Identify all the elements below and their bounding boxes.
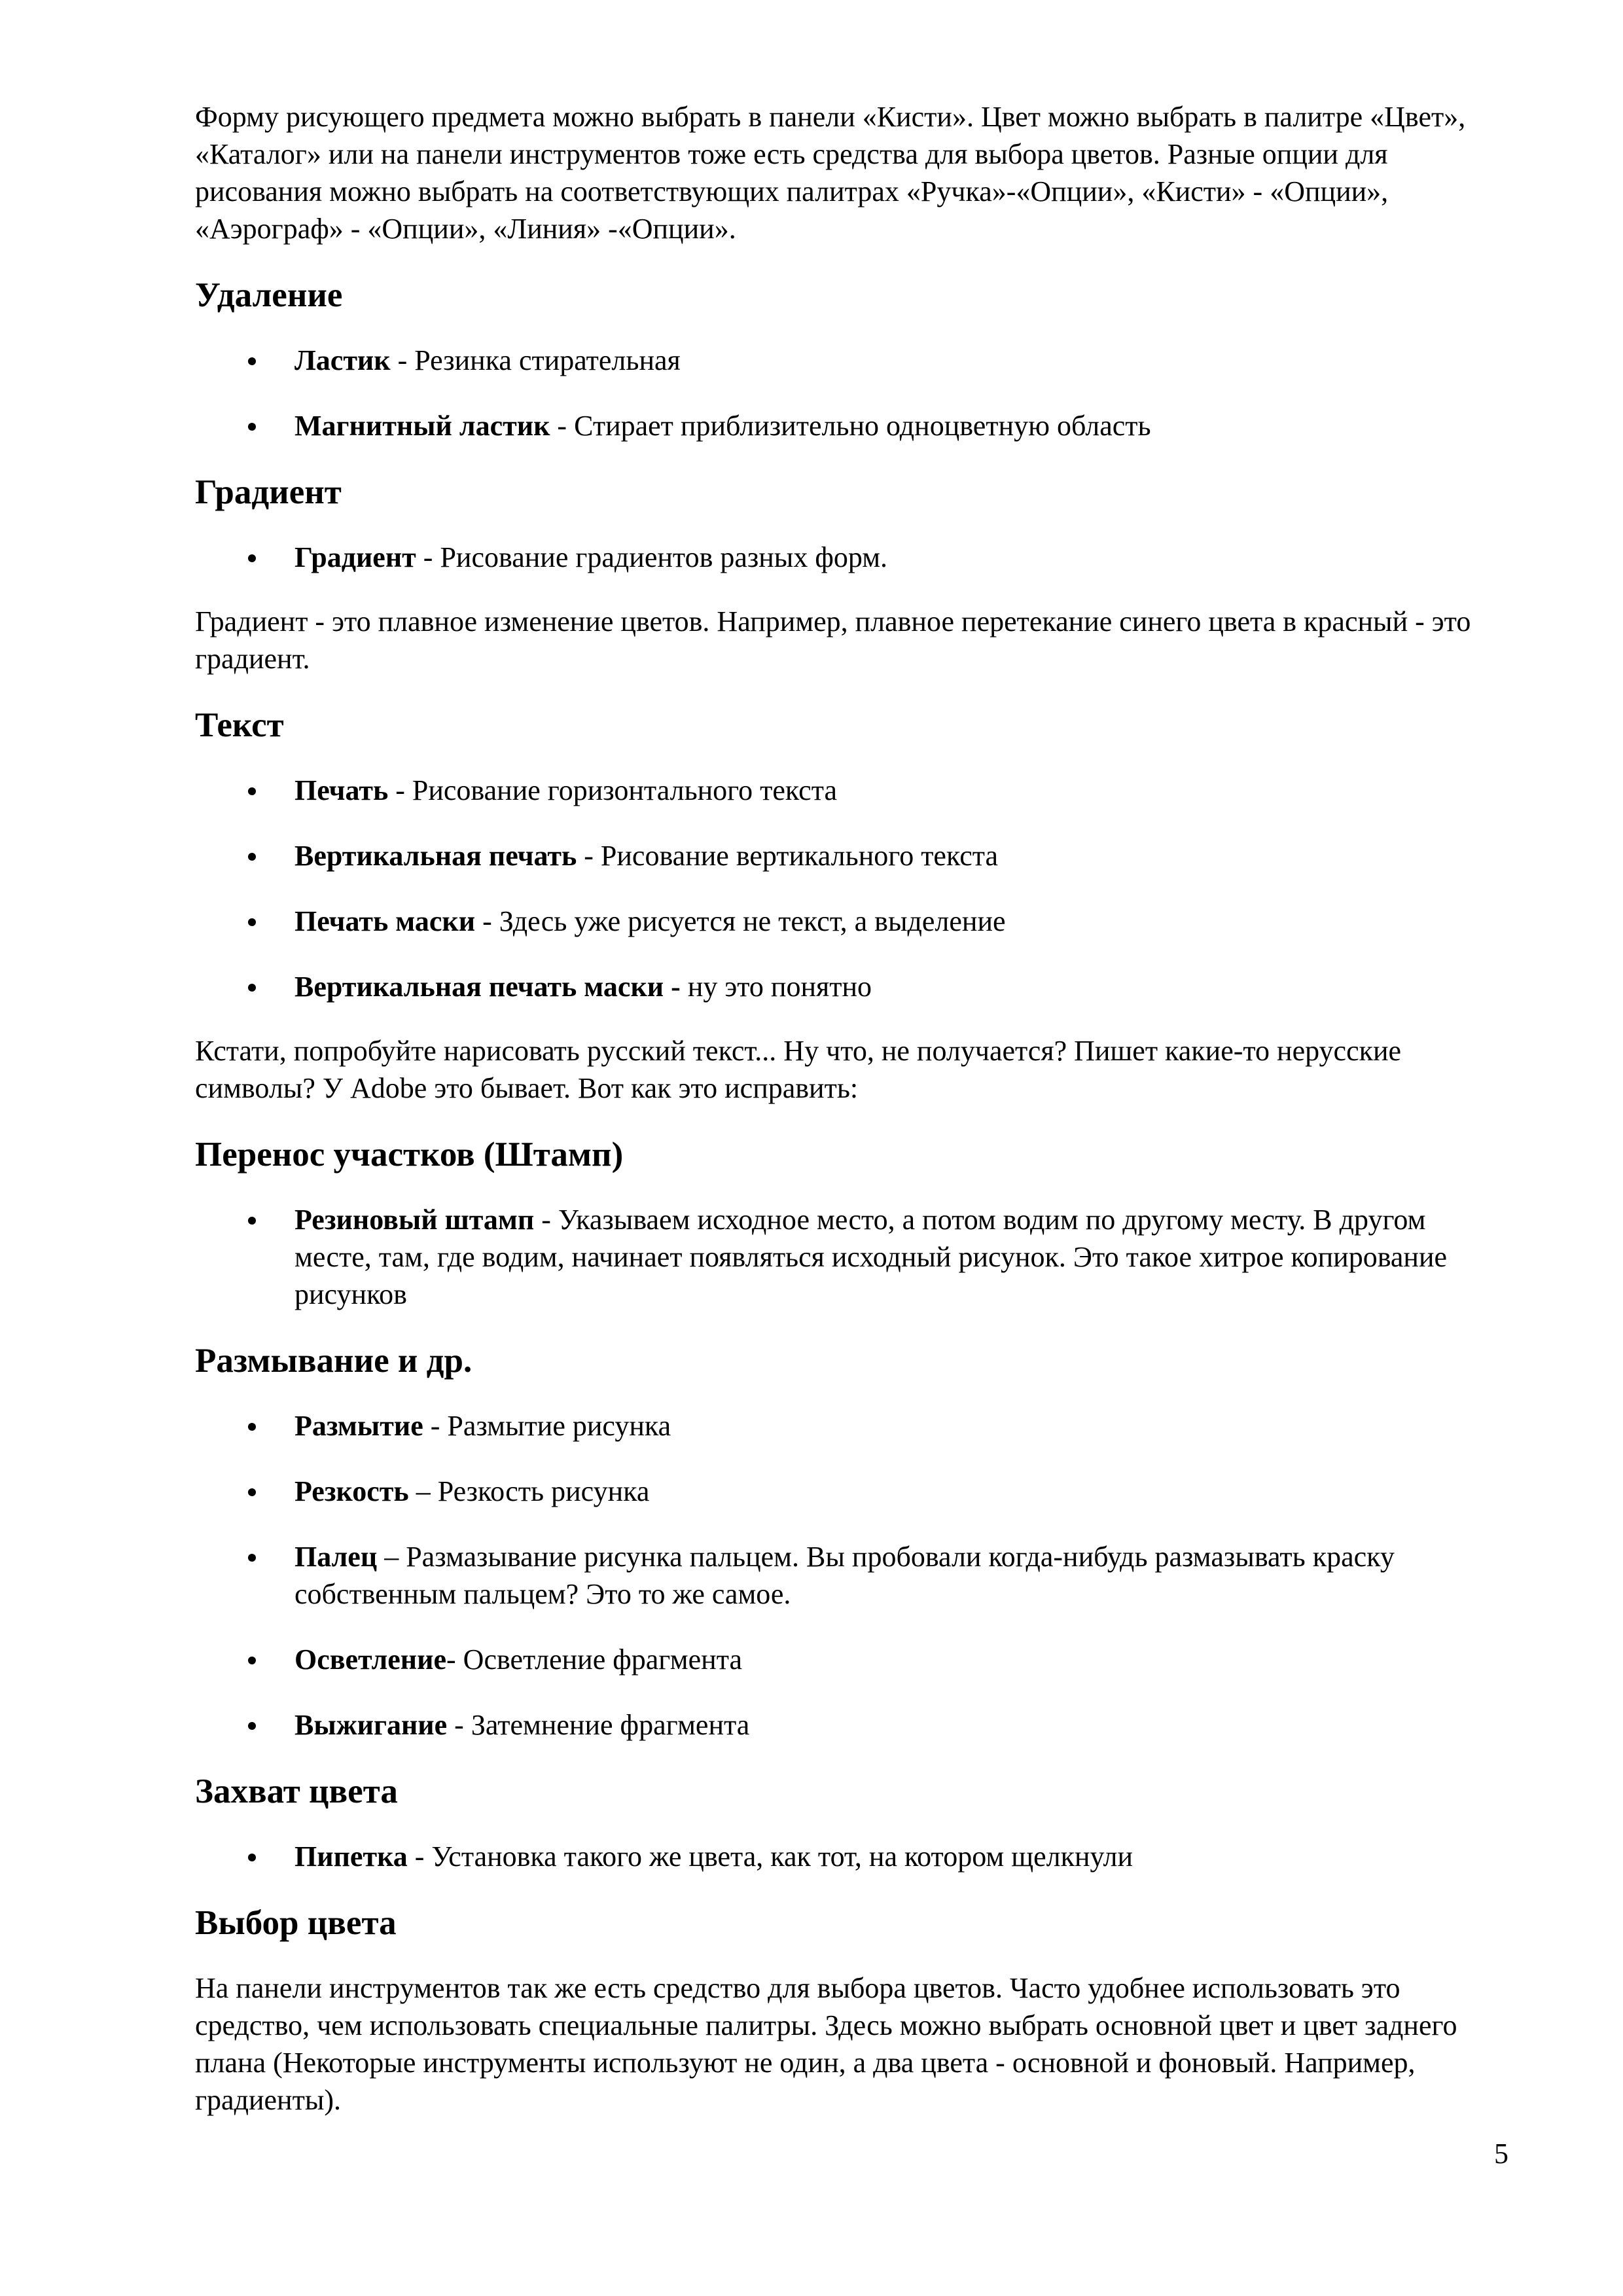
item-desc: - Указываем исходное место, а потом водим по другому месту. В другом месте, там, где водим, начинает появляться исходный рисунок. Это такое хитрое копирование рисунков xyxy=(294,1204,1448,1310)
list-item xyxy=(195,342,1497,379)
heading-picker: Захват цвета xyxy=(195,1772,398,1810)
bullet-icon xyxy=(248,918,256,926)
heading-stamp: Перенос участков (Штамп) xyxy=(195,1136,624,1174)
color-choice-note: На панели инструментов так же есть средство для выбора цветов. Часто удобнее использовать это средство, чем использовать специальные палитры. Здесь можно выбрать основной цвет и цвет заднего плана (Некоторые инструменты используют не один, а два цвета - основной и фоновый. Например, градиенты). xyxy=(195,1972,1457,2116)
heading-text: Текст xyxy=(195,706,284,744)
item-term: Градиент xyxy=(294,541,416,573)
item-desc: – Размазывание рисунка пальцем. Вы пробовали когда-нибудь размазывать краску собственным пальцем? Это то же самое. xyxy=(294,1541,1395,1610)
list-item xyxy=(195,1838,1497,1875)
item-term: Выжигание xyxy=(294,1709,448,1741)
list-item xyxy=(195,1641,1497,1678)
item-desc: - Установка такого же цвета, как тот, на котором щелкнули xyxy=(407,1840,1133,1873)
picker-list xyxy=(195,1838,1497,1875)
item-desc: - Рисование вертикального текста xyxy=(577,840,999,872)
item-desc: - Осветление фрагмента xyxy=(446,1643,742,1676)
list-item xyxy=(195,968,1497,1005)
list-item xyxy=(195,1407,1497,1444)
heading-blur: Размывание и др. xyxy=(195,1342,473,1380)
item-desc: - Здесь уже рисуется не текст, а выделение xyxy=(475,905,1006,937)
page-content xyxy=(195,98,1497,2119)
heading-gradient: Градиент xyxy=(195,473,342,511)
item-term: Резиновый штамп xyxy=(294,1204,535,1236)
list-item xyxy=(195,837,1497,874)
text-list xyxy=(195,772,1497,1005)
item-desc: ну это понятно xyxy=(680,971,872,1003)
item-term: Пипетка xyxy=(294,1840,408,1873)
heading-color-choice: Выбор цвета xyxy=(195,1904,397,1942)
list-item xyxy=(195,1538,1497,1613)
page-number: 5 xyxy=(1494,2138,1508,2170)
bullet-icon xyxy=(248,1554,256,1562)
bullet-icon xyxy=(248,357,256,365)
bullet-icon xyxy=(248,423,256,431)
list-item xyxy=(195,1201,1497,1313)
bullet-icon xyxy=(248,853,256,861)
item-term: Резкость xyxy=(294,1475,409,1507)
bullet-icon xyxy=(248,787,256,795)
list-item xyxy=(195,1706,1497,1744)
item-desc: - Размытие рисунка xyxy=(423,1410,671,1442)
bullet-icon xyxy=(248,554,256,562)
item-desc: - Стирает приблизительно одноцветную область xyxy=(550,410,1151,442)
intro-paragraph: Форму рисующего предмета можно выбрать в панели «Кисти». Цвет можно выбрать в палитре «Цвет», «Каталог» или на панели инструментов тоже есть средства для выбора цветов. Разные опции для рисования можно выбрать на соответствующих палитрах «Ручка»-«Опции», «Кисти» - «Опции», «Аэрограф» - «Опции», «Линия» -«Опции». xyxy=(195,101,1466,245)
item-term: Палец xyxy=(294,1541,378,1573)
bullet-icon xyxy=(248,1657,256,1664)
bullet-icon xyxy=(248,984,256,992)
item-term: Осветление xyxy=(294,1643,447,1676)
text-note: Кстати, попробуйте нарисовать русский текст... Ну что, не получается? Пишет какие-то нерусские символы? У Adobe это бывает. Вот как это исправить: xyxy=(195,1035,1402,1104)
item-term: Ластик xyxy=(294,344,391,376)
list-item xyxy=(195,407,1497,444)
item-term: Вертикальная печать маски - xyxy=(294,971,681,1003)
bullet-icon xyxy=(248,1488,256,1496)
gradient-note: Градиент - это плавное изменение цветов. Например, плавное перетекание синего цвета в красный - это градиент. xyxy=(195,605,1471,675)
bullet-icon xyxy=(248,1217,256,1225)
item-term: Печать xyxy=(294,774,389,806)
gradient-list xyxy=(195,539,1497,576)
item-term: Вертикальная печать xyxy=(294,840,577,872)
bullet-icon xyxy=(248,1722,256,1730)
blur-list xyxy=(195,1407,1497,1744)
deletion-list xyxy=(195,342,1497,444)
item-desc: – Резкость рисунка xyxy=(408,1475,650,1507)
item-desc: - Резинка стирательная xyxy=(390,344,681,376)
list-item xyxy=(195,1473,1497,1510)
item-term: Размытие xyxy=(294,1410,423,1442)
bullet-icon xyxy=(248,1854,256,1861)
item-term: Печать маски xyxy=(294,905,476,937)
item-desc: - Затемнение фрагмента xyxy=(447,1709,750,1741)
item-desc: - Рисование горизонтального текста xyxy=(388,774,837,806)
list-item xyxy=(195,903,1497,940)
stamp-list xyxy=(195,1201,1497,1313)
item-term: Магнитный ластик xyxy=(294,410,550,442)
heading-deletion: Удаление xyxy=(195,276,343,314)
list-item xyxy=(195,772,1497,809)
item-desc: - Рисование градиентов разных форм. xyxy=(416,541,888,573)
list-item xyxy=(195,539,1497,576)
bullet-icon xyxy=(248,1423,256,1431)
